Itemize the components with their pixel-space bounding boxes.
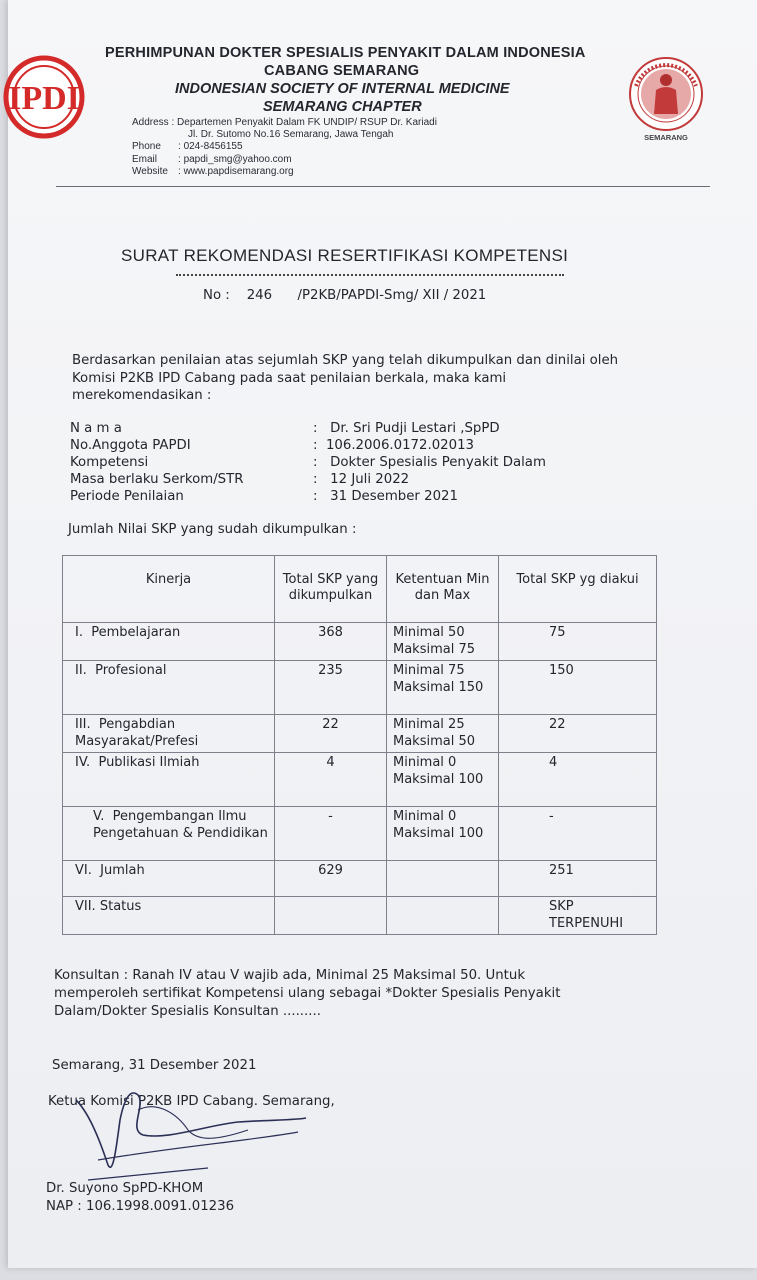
field-label-kompetensi: Kompetensi — [70, 455, 149, 470]
row-rule: Minimal 25 Maksimal 50 — [387, 715, 499, 753]
intro-line-1: Berdasarkan penilaian atas sejumlah SKP yang telah dikumpulkan dan dinilai oleh — [72, 353, 619, 368]
row-diakui: 4 — [499, 753, 657, 807]
table-row — [63, 623, 657, 661]
row-total: 235 — [275, 661, 387, 715]
table-row-status — [63, 897, 657, 935]
row-label: VII. Status — [63, 897, 275, 935]
intro-line-2: Komisi P2KB IPD Cabang pada saat penilaian berkala, maka kami — [72, 371, 507, 386]
ipdi-logo-icon — [0, 54, 90, 140]
document-title: SURAT REKOMENDASI RESERTIFIKASI KOMPETENSI — [121, 246, 569, 265]
org-branch-en: SEMARANG CHAPTER — [263, 99, 422, 115]
signature-icon — [68, 1080, 308, 1190]
row-label: II. Profesional — [63, 661, 275, 715]
email-label: Email — [132, 154, 158, 165]
ipdi-logo-text: IPDI — [8, 80, 80, 117]
email-value: : papdi_smg@yahoo.com — [178, 154, 292, 165]
field-value-anggota: : 106.2006.0172.02013 — [313, 438, 474, 453]
note-line-2: memperoleh sertifikat Kompetensi ulang sebagai *Dokter Spesialis Penyakit — [54, 986, 561, 1001]
document-page — [8, 0, 757, 1268]
table-row — [63, 661, 657, 715]
row-label: V. Pengembangan Ilmu Pengetahuan & Pendidikan — [63, 807, 275, 861]
skp-table — [62, 555, 657, 935]
emblem-caption: SEMARANG — [644, 133, 688, 142]
row-total — [275, 897, 387, 935]
row-rule — [387, 897, 499, 935]
semarang-chapter-emblem-icon — [624, 56, 708, 142]
row-total: 629 — [275, 861, 387, 897]
address-line-1: Departemen Penyakit Dalam FK UNDIP/ RSUP Dr. Kariadi — [177, 117, 437, 128]
row-diakui: - — [499, 807, 657, 861]
note-line-1: Konsultan : Ranah IV atau V wajib ada, Minimal 25 Maksimal 50. Untuk — [54, 968, 526, 983]
field-value-kompetensi: : Dokter Spesialis Penyakit Dalam — [313, 455, 546, 470]
note-line-3: Dalam/Dokter Spesialis Konsultan ......... — [54, 1004, 321, 1019]
row-label: III. Pengabdian Masyarakat/Prefesi — [63, 715, 275, 753]
intro-line-3: merekomendasikan : — [72, 388, 212, 403]
header-ketentuan: Ketentuan Min dan Max — [387, 556, 499, 623]
header-kinerja: Kinerja — [63, 556, 275, 623]
letter-number: No : 246 /P2KB/PAPDI-Smg/ XII / 2021 — [203, 288, 487, 303]
row-diakui: 75 — [499, 623, 657, 661]
row-label: VI. Jumlah — [63, 861, 275, 897]
org-name-id: PERHIMPUNAN DOKTER SPESIALIS PENYAKIT DALAM INDONESIA — [105, 45, 586, 61]
row-rule: Minimal 50 Maksimal 75 — [387, 623, 499, 661]
table-row — [63, 715, 657, 753]
row-rule — [387, 861, 499, 897]
row-total: 4 — [275, 753, 387, 807]
field-label-nama: N a m a — [70, 421, 122, 436]
row-label: I. Pembelajaran — [63, 623, 275, 661]
address-line-2: Jl. Dr. Sutomo No.16 Semarang, Jawa Tengah — [188, 129, 394, 140]
header-divider — [56, 186, 710, 187]
field-value-periode: : 31 Desember 2021 — [313, 489, 458, 504]
address-label: Address : Departemen Penyakit Dalam FK UNDIP/ RSUP Dr. Kariadi — [132, 117, 437, 128]
field-label-periode: Periode Penilaian — [70, 489, 184, 504]
row-rule: Minimal 75 Maksimal 150 — [387, 661, 499, 715]
field-value-masa-berlaku: : 12 Juli 2022 — [313, 472, 410, 487]
signer-name: Dr. Suyono SpPD-KHOM — [46, 1181, 204, 1196]
org-name-en: INDONESIAN SOCIETY OF INTERNAL MEDICINE — [175, 81, 510, 97]
row-diakui: 251 — [499, 861, 657, 897]
table-intro: Jumlah Nilai SKP yang sudah dikumpulkan : — [68, 522, 357, 537]
row-total: 22 — [275, 715, 387, 753]
status-value: SKP TERPENUHI — [499, 897, 657, 935]
table-row-jumlah — [63, 861, 657, 897]
header-diakui: Total SKP yg diakui — [499, 556, 657, 623]
place-date: Semarang, 31 Desember 2021 — [52, 1058, 257, 1073]
row-rule: Minimal 0 Maksimal 100 — [387, 753, 499, 807]
field-label-masa-berlaku: Masa berlaku Serkom/STR — [70, 472, 244, 487]
table-header-row — [63, 556, 657, 623]
website-label: Website — [132, 166, 168, 177]
phone-value: : 024-8456155 — [178, 141, 243, 152]
header-total-skp: Total SKP yang dikumpulkan — [275, 556, 387, 623]
signer-nap: NAP : 106.1998.0091.01236 — [46, 1199, 235, 1214]
field-value-nama: : Dr. Sri Pudji Lestari ,SpPD — [313, 421, 500, 436]
row-total: 368 — [275, 623, 387, 661]
table-row — [63, 753, 657, 807]
row-diakui: 22 — [499, 715, 657, 753]
row-total: - — [275, 807, 387, 861]
letter-number-value: 246 — [246, 288, 273, 303]
row-rule: Minimal 0 Maksimal 100 — [387, 807, 499, 861]
phone-label: Phone — [132, 141, 161, 152]
field-label-anggota: No.Anggota PAPDI — [70, 438, 191, 453]
website-value: : www.papdisemarang.org — [178, 166, 294, 177]
row-label: IV. Publikasi Ilmiah — [63, 753, 275, 807]
org-branch-id: CABANG SEMARANG — [264, 63, 420, 79]
row-diakui: 150 — [499, 661, 657, 715]
signer-title: Ketua Komisi P2KB IPD Cabang. Semarang, — [48, 1094, 335, 1109]
title-dashed-line — [176, 274, 564, 276]
table-row — [63, 807, 657, 861]
